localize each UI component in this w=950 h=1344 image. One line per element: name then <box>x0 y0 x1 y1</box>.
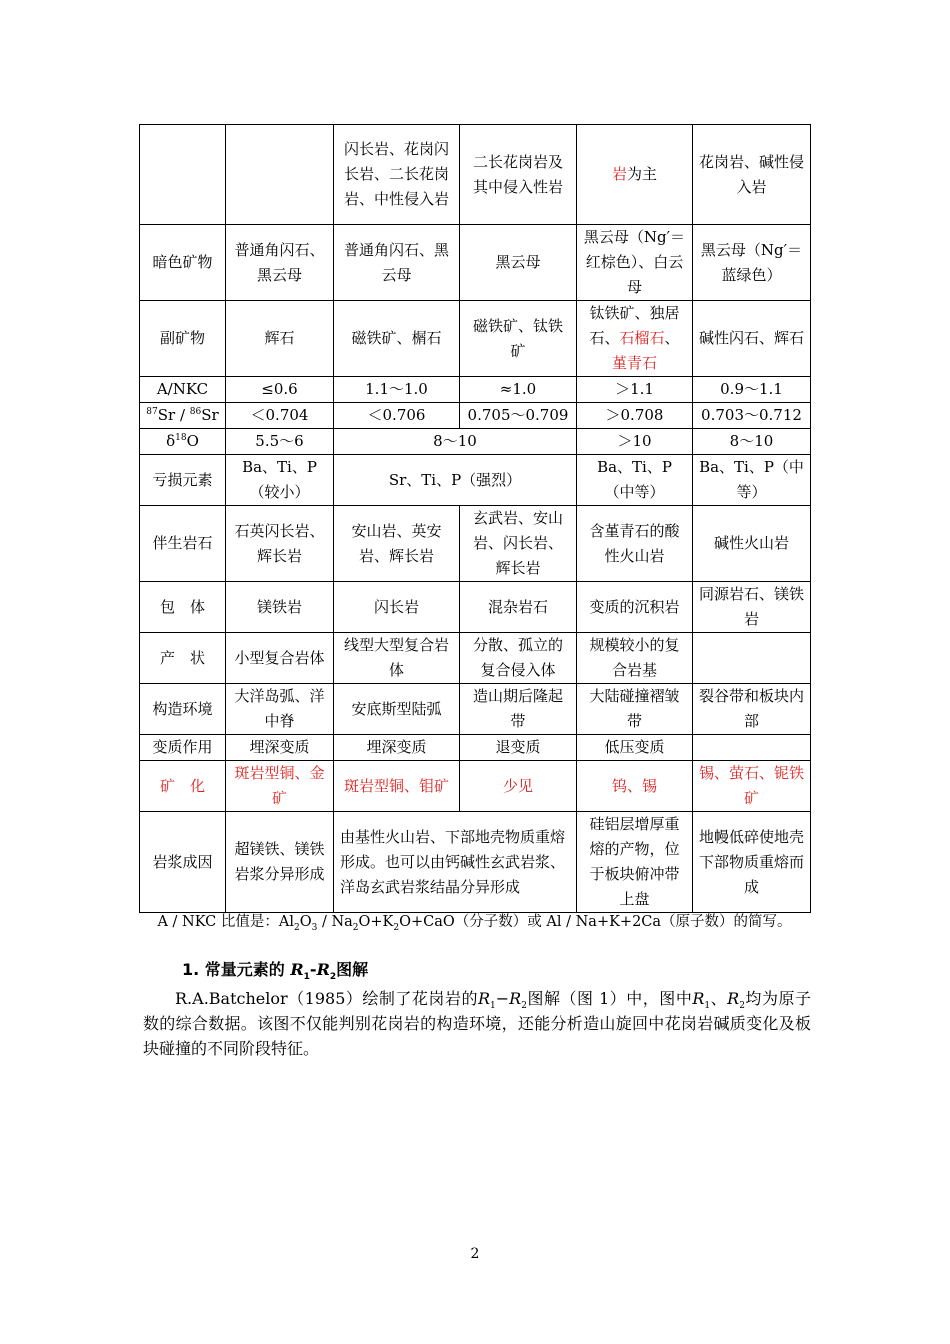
superscript: 86 <box>189 407 202 417</box>
table-cell <box>693 735 811 761</box>
table-cell: ≈1.0 <box>460 377 577 403</box>
table-cell: ＜0.704 <box>226 403 334 429</box>
table-cell: 安底斯型陆弧 <box>334 684 460 735</box>
table-cell: 玄武岩、安山岩、闪长岩、辉长岩 <box>460 506 577 582</box>
table-row <box>140 761 811 812</box>
table-cell: ＞0.708 <box>577 403 693 429</box>
cell-text: 为主 <box>627 165 658 183</box>
cell-text: 、 <box>664 329 680 347</box>
row-label <box>140 429 226 455</box>
row-label: 副矿物 <box>140 301 226 377</box>
label-text: O <box>186 432 199 450</box>
table-cell: 造山期后隆起带 <box>460 684 577 735</box>
table-cell: ＜0.706 <box>334 403 460 429</box>
table-cell: 8～10 <box>334 429 577 455</box>
table-cell: ＞10 <box>577 429 693 455</box>
table-cell: 0.705～0.709 <box>460 403 577 429</box>
table-cell: ＞1.1 <box>577 377 693 403</box>
table-cell: 由基性火山岩、下部地壳物质重熔形成。也可以由钙碱性玄武岩浆、洋岛玄武岩浆结晶分异形成 <box>334 812 577 913</box>
table-cell: 大陆碰撞褶皱带 <box>577 684 693 735</box>
table-cell: Ba、Ti、P（中等） <box>693 455 811 506</box>
table-cell: 黑云母（Ng′＝红棕色）、白云母 <box>577 225 693 301</box>
table-cell: 钨、锡 <box>577 761 693 812</box>
table-cell: 闪长岩 <box>334 582 460 633</box>
table-cell: 辉石 <box>226 301 334 377</box>
row-label: 伴生岩石 <box>140 506 226 582</box>
section-heading: 1. 常量元素的 $R_1-R_2$图解 <box>182 960 369 983</box>
table-cell: 斑岩型铜、钼矿 <box>334 761 460 812</box>
table-cell: Ba、Ti、P（中等） <box>577 455 693 506</box>
table-cell: 低压变质 <box>577 735 693 761</box>
table-row <box>140 225 811 301</box>
table-cell: 黑云母 <box>460 225 577 301</box>
table-row <box>140 684 811 735</box>
page-number: 2 <box>470 1246 480 1262</box>
table-cell: 规模较小的复合岩基 <box>577 633 693 684</box>
row-label: 亏损元素 <box>140 455 226 506</box>
table-cell: 碱性闪石、辉石 <box>693 301 811 377</box>
table-cell: 混杂岩石 <box>460 582 577 633</box>
highlight-text: 堇青石 <box>611 354 657 372</box>
table-row <box>140 582 811 633</box>
table-cell <box>577 301 693 377</box>
row-label: A/NKC <box>140 377 226 403</box>
table-cell: 1.1～1.0 <box>334 377 460 403</box>
table-cell: 0.9～1.1 <box>693 377 811 403</box>
table-cell: 二长花岗岩及其中侵入性岩 <box>460 125 577 225</box>
row-label: 岩浆成因 <box>140 812 226 913</box>
table-row <box>140 403 811 429</box>
table-cell: 埋深变质 <box>226 735 334 761</box>
table-cell: 普通角闪石、黑云母 <box>334 225 460 301</box>
table-row <box>140 735 811 761</box>
table-cell: 普通角闪石、黑云母 <box>226 225 334 301</box>
table-cell: 含堇青石的酸性火山岩 <box>577 506 693 582</box>
table-cell: 花岗岩、碱性侵入岩 <box>693 125 811 225</box>
row-label: 暗色矿物 <box>140 225 226 301</box>
table-cell: 闪长岩、花岗闪长岩、二长花岗岩、中性侵入岩 <box>334 125 460 225</box>
table-cell: 分散、孤立的复合侵入体 <box>460 633 577 684</box>
table-cell: 地幔低碎使地壳下部物质重熔而成 <box>693 812 811 913</box>
table-cell: 磁铁矿、榍石 <box>334 301 460 377</box>
table-cell <box>226 125 334 225</box>
granite-comparison-table <box>139 124 811 913</box>
table-caption: A / NKC 比值是：$Al_2O_3 / Na_2O+K_2O+CaO$（分子数）或 Al / Na+K+2Ca（原子数）的简写。 <box>157 914 792 933</box>
table-cell: 8～10 <box>693 429 811 455</box>
body-paragraph: R.A.Batchelor（1985）绘制了花岗岩的$R_1-R_2$图解（图 1）中，图中$R_1$、$R_2$均为原子数的综合数据。该图不仅能判别花岗岩的构造环境，还能分析造山旋回中花岗岩碱质变化及板块碰撞的不同阶段特征。 <box>143 989 811 1058</box>
row-label: 产 状 <box>140 633 226 684</box>
table-cell: 碱性火山岩 <box>693 506 811 582</box>
table-row <box>140 633 811 684</box>
table-cell: Ba、Ti、P（较小） <box>226 455 334 506</box>
table-row <box>140 301 811 377</box>
table-row <box>140 812 811 913</box>
row-label: 构造环境 <box>140 684 226 735</box>
label-text: Sr / <box>157 406 190 424</box>
highlight-text: 石榴石 <box>619 329 665 347</box>
table-cell <box>140 125 226 225</box>
table-row <box>140 506 811 582</box>
table-cell: 黑云母（Ng′＝蓝绿色） <box>693 225 811 301</box>
table-row <box>140 429 811 455</box>
table-cell: 少见 <box>460 761 577 812</box>
table-cell: 斑岩型铜、金矿 <box>226 761 334 812</box>
label-text: δ <box>166 432 176 450</box>
table-cell: 同源岩石、镁铁岩 <box>693 582 811 633</box>
table-cell: 0.703～0.712 <box>693 403 811 429</box>
table-row <box>140 377 811 403</box>
superscript: 18 <box>175 433 187 443</box>
table-cell: 超镁铁、镁铁岩浆分异形成 <box>226 812 334 913</box>
label-text: Sr <box>201 406 219 424</box>
table-cell: 小型复合岩体 <box>226 633 334 684</box>
table-cell: 锡、萤石、铌铁矿 <box>693 761 811 812</box>
row-label: 矿 化 <box>140 761 226 812</box>
table-cell: 裂谷带和板块内部 <box>693 684 811 735</box>
table-cell: 变质的沉积岩 <box>577 582 693 633</box>
table-cell: 硅铝层增厚重熔的产物，位于板块俯冲带上盘 <box>577 812 693 913</box>
table-cell: 安山岩、英安岩、辉长岩 <box>334 506 460 582</box>
table-cell: ≤0.6 <box>226 377 334 403</box>
row-label: 包 体 <box>140 582 226 633</box>
table-cell: 磁铁矿、钛铁矿 <box>460 301 577 377</box>
table-cell: 石英闪长岩、辉长岩 <box>226 506 334 582</box>
table-row <box>140 455 811 506</box>
superscript: 87 <box>146 407 158 417</box>
table-cell: 5.5～6 <box>226 429 334 455</box>
table-cell: 镁铁岩 <box>226 582 334 633</box>
table-cell: 线型大型复合岩体 <box>334 633 460 684</box>
table-cell: 大洋岛弧、洋中脊 <box>226 684 334 735</box>
table-cell: 退变质 <box>460 735 577 761</box>
table-cell <box>693 633 811 684</box>
cell-text: 钛铁矿、独居石、 <box>589 304 680 347</box>
table-cell: 埋深变质 <box>334 735 460 761</box>
highlight-text: 岩 <box>611 165 627 183</box>
table-cell <box>577 125 693 225</box>
table-row <box>140 125 811 225</box>
row-label: 变质作用 <box>140 735 226 761</box>
table-cell: Sr、Ti、P（强烈） <box>334 455 577 506</box>
row-label <box>140 403 226 429</box>
